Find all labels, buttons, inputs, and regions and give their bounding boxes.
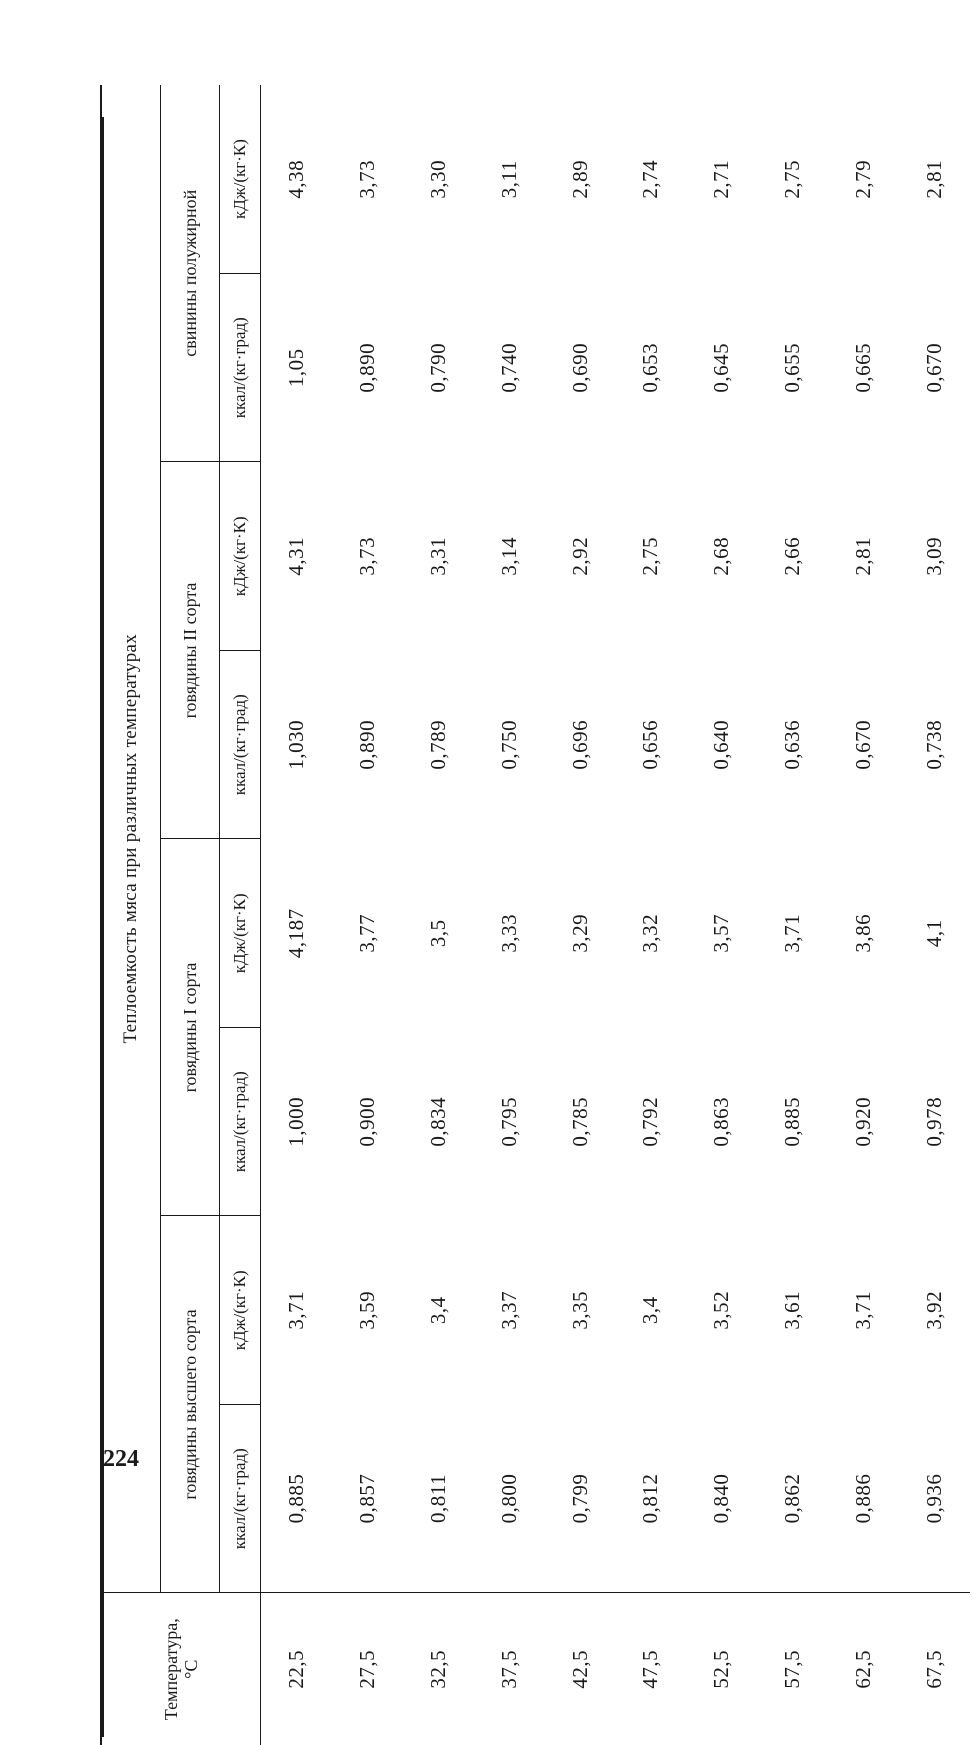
group-header-pork-semi-fat: свинины полужирной bbox=[161, 85, 220, 462]
value-cell-kj: 4,1 bbox=[899, 839, 970, 1028]
value-cell-kj: 3,86 bbox=[828, 839, 899, 1028]
value-cell-kcal: 0,812 bbox=[616, 1405, 687, 1594]
value-cell-kj: 3,5 bbox=[403, 839, 474, 1028]
group-header-beef-grade-1: говядины I сорта bbox=[161, 839, 220, 1216]
unit-header-kj: кДж/(кг·К) bbox=[220, 462, 261, 651]
value-cell-kj: 4,31 bbox=[261, 462, 332, 651]
value-cell-kj: 3,73 bbox=[332, 85, 403, 274]
value-cell-kcal: 1,000 bbox=[261, 1028, 332, 1217]
value-cell-kj: 3,37 bbox=[474, 1216, 545, 1405]
table-row bbox=[757, 85, 828, 1745]
value-cell-kcal: 0,795 bbox=[474, 1028, 545, 1217]
heat-capacity-table bbox=[100, 85, 970, 1745]
table-row bbox=[332, 85, 403, 1745]
temperature-cell: 57,5 bbox=[757, 1593, 828, 1745]
value-cell-kj: 2,89 bbox=[545, 85, 616, 274]
heat-capacity-table-wrapper bbox=[100, 85, 970, 1745]
value-cell-kcal: 1,05 bbox=[261, 274, 332, 463]
value-cell-kj: 3,4 bbox=[403, 1216, 474, 1405]
value-cell-kj: 3,14 bbox=[474, 462, 545, 651]
value-cell-kcal: 0,834 bbox=[403, 1028, 474, 1217]
table-row bbox=[828, 85, 899, 1745]
temperature-cell: 62,5 bbox=[828, 1593, 899, 1745]
value-cell-kcal: 0,785 bbox=[545, 1028, 616, 1217]
temperature-header-label: Температура, bbox=[161, 1594, 181, 1745]
value-cell-kj: 3,71 bbox=[261, 1216, 332, 1405]
value-cell-kj: 2,75 bbox=[616, 462, 687, 651]
value-cell-kcal: 0,740 bbox=[474, 274, 545, 463]
unit-header-kcal: ккал/(кг·град) bbox=[220, 1405, 261, 1594]
value-cell-kcal: 0,645 bbox=[686, 274, 757, 463]
table-row bbox=[545, 85, 616, 1745]
table-row bbox=[899, 85, 970, 1745]
value-cell-kj: 3,31 bbox=[403, 462, 474, 651]
temperature-cell: 22,5 bbox=[261, 1593, 332, 1745]
value-cell-kcal: 0,696 bbox=[545, 651, 616, 840]
value-cell-kj: 3,59 bbox=[332, 1216, 403, 1405]
value-cell-kcal: 0,750 bbox=[474, 651, 545, 840]
value-cell-kcal: 0,690 bbox=[545, 274, 616, 463]
value-cell-kj: 2,81 bbox=[828, 462, 899, 651]
value-cell-kcal: 0,655 bbox=[757, 274, 828, 463]
temperature-cell: 32,5 bbox=[403, 1593, 474, 1745]
value-cell-kcal: 0,890 bbox=[332, 651, 403, 840]
table-row bbox=[403, 85, 474, 1745]
value-cell-kj: 3,71 bbox=[757, 839, 828, 1028]
value-cell-kcal: 0,886 bbox=[828, 1405, 899, 1594]
value-cell-kj: 2,79 bbox=[828, 85, 899, 274]
value-cell-kcal: 0,900 bbox=[332, 1028, 403, 1217]
value-cell-kcal: 1,030 bbox=[261, 651, 332, 840]
value-cell-kcal: 0,840 bbox=[686, 1405, 757, 1594]
value-cell-kj: 3,35 bbox=[545, 1216, 616, 1405]
table-row bbox=[686, 85, 757, 1745]
temperature-cell: 27,5 bbox=[332, 1593, 403, 1745]
value-cell-kj: 2,81 bbox=[899, 85, 970, 274]
value-cell-kj: 3,71 bbox=[828, 1216, 899, 1405]
unit-header-kcal: ккал/(кг·град) bbox=[220, 651, 261, 840]
unit-header-kcal: ккал/(кг·град) bbox=[220, 274, 261, 463]
value-cell-kcal: 0,857 bbox=[332, 1405, 403, 1594]
value-cell-kj: 3,09 bbox=[899, 462, 970, 651]
value-cell-kcal: 0,978 bbox=[899, 1028, 970, 1217]
value-cell-kcal: 0,665 bbox=[828, 274, 899, 463]
value-cell-kcal: 0,936 bbox=[899, 1405, 970, 1594]
value-cell-kcal: 0,799 bbox=[545, 1405, 616, 1594]
table-title: Теплоемкость мяса при различных температурах bbox=[101, 85, 161, 1593]
value-cell-kj: 3,11 bbox=[474, 85, 545, 274]
value-cell-kj: 3,30 bbox=[403, 85, 474, 274]
value-cell-kj: 3,33 bbox=[474, 839, 545, 1028]
value-cell-kj: 2,68 bbox=[686, 462, 757, 651]
temperature-cell: 52,5 bbox=[686, 1593, 757, 1745]
temperature-cell: 37,5 bbox=[474, 1593, 545, 1745]
value-cell-kj: 3,77 bbox=[332, 839, 403, 1028]
group-header-beef-grade-2: говядины II сорта bbox=[161, 462, 220, 839]
temperature-header bbox=[101, 1593, 261, 1745]
value-cell-kcal: 0,792 bbox=[616, 1028, 687, 1217]
table-row bbox=[474, 85, 545, 1745]
value-cell-kj: 3,32 bbox=[616, 839, 687, 1028]
group-header-beef-premium: говядины высшего сорта bbox=[161, 1216, 220, 1593]
value-cell-kj: 3,52 bbox=[686, 1216, 757, 1405]
value-cell-kcal: 0,890 bbox=[332, 274, 403, 463]
value-cell-kj: 3,57 bbox=[686, 839, 757, 1028]
temperature-cell: 67,5 bbox=[899, 1593, 970, 1745]
value-cell-kj: 4,38 bbox=[261, 85, 332, 274]
value-cell-kcal: 0,800 bbox=[474, 1405, 545, 1594]
value-cell-kcal: 0,790 bbox=[403, 274, 474, 463]
value-cell-kj: 4,187 bbox=[261, 839, 332, 1028]
table-row bbox=[616, 85, 687, 1745]
unit-header-kj: кДж/(кг·К) bbox=[220, 839, 261, 1028]
value-cell-kj: 2,71 bbox=[686, 85, 757, 274]
value-cell-kj: 3,4 bbox=[616, 1216, 687, 1405]
temperature-cell: 42,5 bbox=[545, 1593, 616, 1745]
temperature-cell: 47,5 bbox=[616, 1593, 687, 1745]
value-cell-kj: 2,75 bbox=[757, 85, 828, 274]
temperature-header-unit: °С bbox=[181, 1594, 201, 1745]
unit-header-kj: кДж/(кг·К) bbox=[220, 85, 261, 274]
value-cell-kj: 3,92 bbox=[899, 1216, 970, 1405]
value-cell-kj: 3,29 bbox=[545, 839, 616, 1028]
value-cell-kcal: 0,811 bbox=[403, 1405, 474, 1594]
value-cell-kj: 2,66 bbox=[757, 462, 828, 651]
value-cell-kcal: 0,670 bbox=[899, 274, 970, 463]
value-cell-kcal: 0,738 bbox=[899, 651, 970, 840]
value-cell-kcal: 0,863 bbox=[686, 1028, 757, 1217]
value-cell-kcal: 0,670 bbox=[828, 651, 899, 840]
value-cell-kcal: 0,885 bbox=[757, 1028, 828, 1217]
value-cell-kj: 2,92 bbox=[545, 462, 616, 651]
value-cell-kcal: 0,862 bbox=[757, 1405, 828, 1594]
value-cell-kcal: 0,636 bbox=[757, 651, 828, 840]
value-cell-kj: 3,73 bbox=[332, 462, 403, 651]
value-cell-kcal: 0,789 bbox=[403, 651, 474, 840]
page-number: 224 bbox=[103, 1446, 139, 1473]
table-row bbox=[261, 85, 332, 1745]
value-cell-kcal: 0,885 bbox=[261, 1405, 332, 1594]
value-cell-kcal: 0,653 bbox=[616, 274, 687, 463]
table-body bbox=[261, 85, 971, 1745]
value-cell-kcal: 0,640 bbox=[686, 651, 757, 840]
unit-header-kj: кДж/(кг·К) bbox=[220, 1216, 261, 1405]
value-cell-kcal: 0,920 bbox=[828, 1028, 899, 1217]
value-cell-kj: 3,61 bbox=[757, 1216, 828, 1405]
value-cell-kcal: 0,656 bbox=[616, 651, 687, 840]
unit-header-kcal: ккал/(кг·град) bbox=[220, 1028, 261, 1217]
value-cell-kj: 2,74 bbox=[616, 85, 687, 274]
